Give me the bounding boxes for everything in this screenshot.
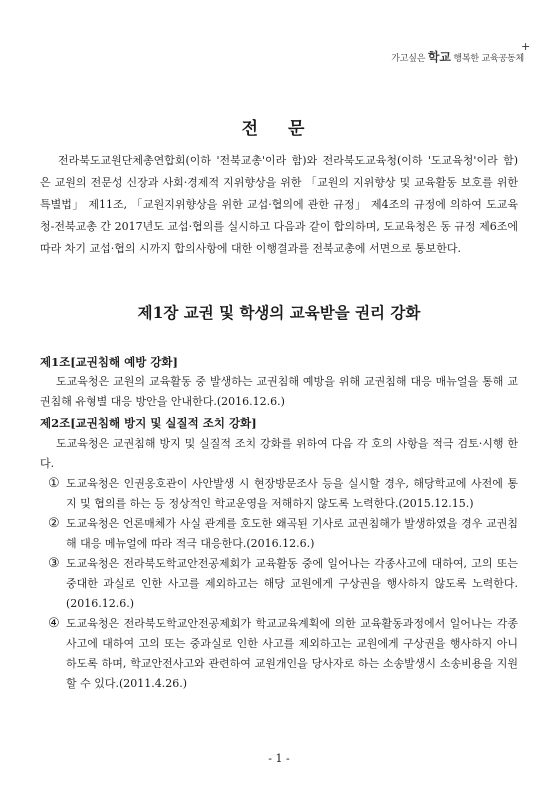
article-2-title: 제2조[교권침해 방지 및 실질적 조치 강화]: [40, 416, 257, 430]
article-2-items: [40, 474, 518, 694]
document-title: 전 문: [241, 119, 317, 139]
list-item: [40, 554, 518, 614]
item-number: ③: [48, 556, 60, 571]
slogan-prefix: 가고싶은: [391, 54, 428, 64]
item-text: 도교육청은 전라북도학교안전공제회가 학교교육계획에 의한 교육활동과정에서 일어나는 각종 사고에 대하여 고의 또는 중과실로 인한 사고를 제외하고는 교원에게 구상권을 행사하지 아니하도록 하며, 학교안전사고와 관련하여 교원개인을 당사자로 하는 소송발생시 소송비용을 지원할 수 있다.(2011.4.26.): [66, 617, 518, 690]
list-item: [40, 614, 518, 694]
page-number: - 1 -: [268, 752, 290, 765]
plus-icon: +: [520, 40, 530, 53]
list-item: [40, 514, 518, 554]
slogan-suffix: 행복한 교육공동체: [450, 54, 524, 64]
slogan-emphasis: 학교: [427, 50, 451, 64]
preamble-text: 전라북도교원단체총연합회(이하 '전북교총'이라 함)와 전라북도교육청(이하 '도교육청'이라 함)은 교원의 전문성 신장과 사회·경제적 지위향상을 위한 「교원의 지위향상 및 교육활동 보호를 위한 특별법」 제11조, 「교원지위향상을 위한 교섭·협의에 관한 규정」 제4조의 규정에 의하여 도교육청-전북교총 간 2017년도 교섭·협의를 실시하고 다음과 같이 합의하며, 도교육청은 동 규정 제6조에 따라 차기 교섭·협의 시까지 합의사항에 대한 이행결과를 전북교총에 서면으로 통보한다.: [40, 154, 518, 255]
article-2-body: 도교육청은 교권침해 방지 및 실질적 조치 강화를 위하여 다음 각 호의 사항을 적극 검토·시행 한다.: [40, 437, 518, 470]
header-slogan: [391, 40, 530, 65]
item-text: 도교육청은 언론매체가 사실 관계를 호도한 왜곡된 기사로 교권침해가 발생하였을 경우 교권침해 대응 메뉴얼에 따라 적극 대응한다.(2016.12.6.): [66, 517, 518, 550]
item-text: 도교육청은 인권옹호관이 사안발생 시 현장방문조사 등을 실시할 경우, 해당학교에 사전에 통지 및 협의를 하는 등 정상적인 학교운영을 저해하지 않도록 노력한다.(2015.12.15.): [66, 477, 518, 510]
article-1-body: 도교육청은 교원의 교육활동 중 발생하는 교권침해 예방을 위해 교권침해 대응 매뉴얼을 통해 교권침해 유형별 대응 방안을 안내한다.(2016.12.6.): [40, 375, 518, 408]
item-number: ④: [48, 616, 60, 631]
article-1-title: 제1조[교권침해 예방 강화]: [40, 355, 178, 369]
chapter-title: 제1장 교권 및 학생의 교육받을 권리 강화: [137, 303, 421, 322]
item-number: ①: [48, 476, 60, 491]
item-text: 도교육청은 전라북도학교안전공제회가 교육활동 중에 일어나는 각종사고에 대하여, 고의 또는 중대한 과실로 인한 사고를 제외하고는 해당 교원에게 구상권을 행사하지 않도록 노력한다.(2016.12.6.): [66, 557, 518, 610]
list-item: [40, 474, 518, 514]
item-number: ②: [48, 516, 60, 531]
